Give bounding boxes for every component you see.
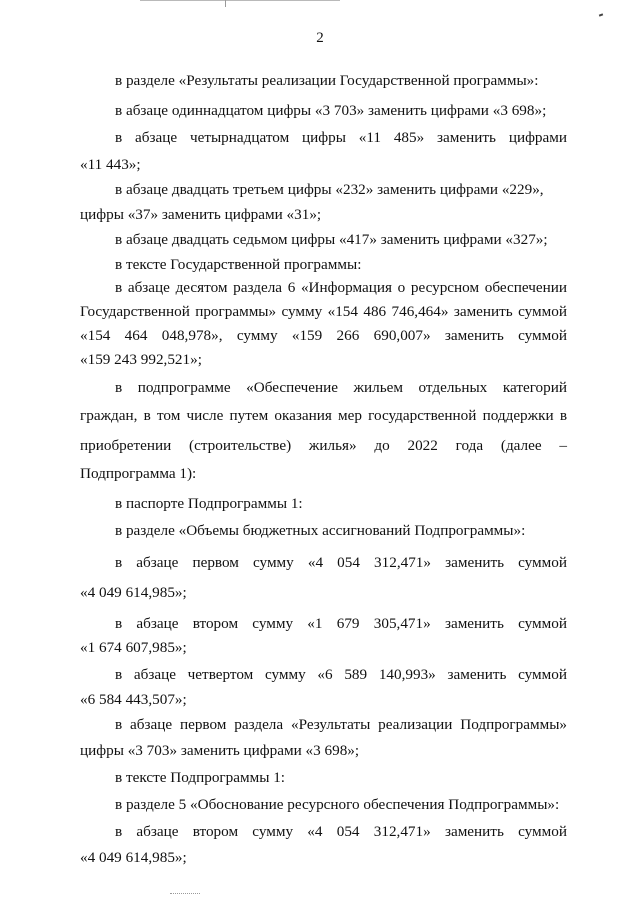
text-line: «11 443»; — [80, 156, 141, 173]
text-line: в абзаце четырнадцатом цифры «11 485» заменить цифрами — [115, 129, 567, 146]
text-line: граждан, в том числе путем оказания мер государственной поддержки в — [80, 407, 567, 424]
text-line: в абзаце первом раздела «Результаты реализации Подпрограммы» — [115, 716, 567, 733]
text-line: в абзаце двадцать третьем цифры «232» заменить цифрами «229», — [115, 181, 544, 198]
text-line: цифры «3 703» заменить цифрами «3 698»; — [80, 742, 360, 759]
text-line: в абзаце одиннадцатом цифры «3 703» заменить цифрами «3 698»; — [115, 102, 547, 119]
text-line: Государственной программы» сумму «154 486 746,464» заменить суммой — [80, 303, 567, 320]
text-line: в разделе 5 «Обоснование ресурсного обеспечения Подпрограммы»: — [115, 796, 560, 813]
text-line: Подпрограмма 1): — [80, 465, 197, 482]
text-line: в паспорте Подпрограммы 1: — [115, 495, 303, 512]
text-line: цифры «37» заменить цифрами «31»; — [80, 206, 322, 223]
text-line: «1 674 607,985»; — [80, 639, 187, 656]
text-line: в абзаце первом сумму «4 054 312,471» заменить суммой — [115, 554, 567, 571]
text-line: «4 049 614,985»; — [80, 584, 187, 601]
text-line: «6 584 443,507»; — [80, 691, 187, 708]
text-line: «159 243 992,521»; — [80, 351, 202, 368]
text-line: приобретении (строительстве) жилья» до 2022 года (далее – — [80, 437, 567, 454]
text-line: в абзаце втором сумму «1 679 305,471» заменить суммой — [115, 615, 567, 632]
page-number: 2 — [316, 30, 324, 46]
text-line: в разделе «Объемы бюджетных ассигнований Подпрограммы»: — [115, 522, 526, 539]
text-line: «154 464 048,978», сумму «159 266 690,007» заменить суммой — [80, 327, 567, 344]
scan-top-rule — [140, 0, 340, 1]
text-line: в абзаце втором сумму «4 054 312,471» заменить суммой — [115, 823, 567, 840]
text-line: в тексте Государственной программы: — [115, 256, 362, 273]
text-line: «4 049 614,985»; — [80, 849, 187, 866]
text-line: в абзаце четвертом сумму «6 589 140,993» заменить суммой — [115, 666, 567, 683]
scan-top-tick — [225, 0, 226, 7]
scan-bottom-mark — [170, 893, 200, 895]
text-line: в подпрограмме «Обеспечение жильем отдельных категорий — [115, 379, 567, 396]
scan-corner-mark — [599, 13, 603, 16]
text-line: в тексте Подпрограммы 1: — [115, 769, 286, 786]
text-line: в абзаце двадцать седьмом цифры «417» заменить цифрами «327»; — [115, 231, 548, 248]
text-line: в разделе «Результаты реализации Государственной программы»: — [115, 72, 539, 89]
text-line: в абзаце десятом раздела 6 «Информация о ресурсном обеспечении — [115, 279, 567, 296]
